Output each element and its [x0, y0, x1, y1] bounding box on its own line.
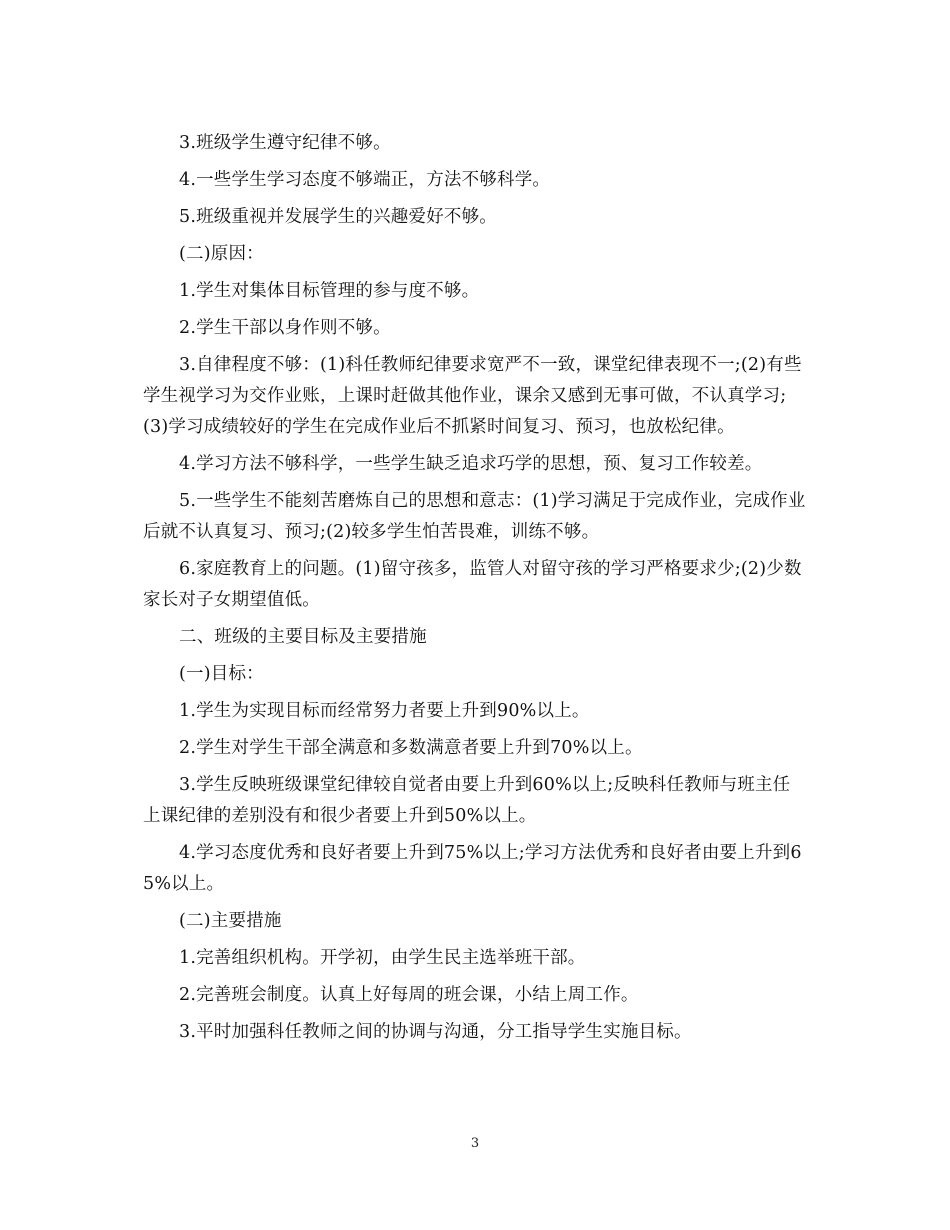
paragraph: 2.完善班会制度。认真上好每周的班会课，小结上周工作。 — [179, 985, 639, 1005]
paragraph: 4.学习方法不够科学，一些学生缺乏追求巧学的思想，预、复习工作较差。 — [179, 454, 763, 474]
paragraph: 5.一些学生不能刻苦磨炼自己的思想和意志：(1)学习满足于完成作业，完成作业后就不认真复习、预习;(2)较多学生怕苦畏难，训练不够。 — [143, 491, 806, 542]
section-heading: (二)主要措施 — [179, 911, 282, 931]
paragraph: 5.班级重视并发展学生的兴趣爱好不够。 — [179, 207, 497, 227]
paragraph: 3.班级学生遵守纪律不够。 — [179, 133, 391, 153]
document-body — [143, 128, 808, 1054]
section-heading: (二)原因： — [179, 244, 264, 264]
paragraph: 3.平时加强科任教师之间的协调与沟通，分工指导学生实施目标。 — [179, 1022, 692, 1042]
paragraph: 6.家庭教育上的问题。(1)留守孩多，监管人对留守孩的学习严格要求少;(2)少数家长对子女期望值低。 — [143, 559, 802, 610]
paragraph: 1.完善组织机构。开学初，由学生民主选举班干部。 — [179, 948, 586, 968]
paragraph: 1.学生对集体目标管理的参与度不够。 — [179, 281, 480, 301]
section-heading: (一)目标： — [179, 664, 264, 684]
paragraph: 3.学生反映班级课堂纪律较自觉者由要上升到60%以上;反映科任教师与班主任上课纪律的差别没有和很少者要上升到50%以上。 — [143, 775, 791, 826]
paragraph: 2.学生干部以身作则不够。 — [179, 318, 391, 338]
paragraph: 1.学生为实现目标而经常努力者要上升到90%以上。 — [179, 701, 590, 721]
paragraph: 3.自律程度不够：(1)科任教师纪律要求宽严不一致，课堂纪律表现不一;(2)有些学生视学习为交作业账，上课时赶做其他作业，课余又感到无事可做，不认真学习;(3)学习成绩较好的学生在完成作业后不抓紧时间复习、预习，也放松纪律。 — [143, 355, 802, 437]
section-heading: 二、班级的主要目标及主要措施 — [179, 627, 427, 647]
paragraph: 2.学生对学生干部全满意和多数满意者要上升到70%以上。 — [179, 738, 643, 758]
paragraph: 4.学习态度优秀和良好者要上升到75%以上;学习方法优秀和良好者由要上升到65%以上。 — [143, 843, 802, 894]
paragraph: 4.一些学生学习态度不够端正，方法不够科学。 — [179, 170, 551, 190]
page-number: 3 — [470, 1136, 480, 1151]
